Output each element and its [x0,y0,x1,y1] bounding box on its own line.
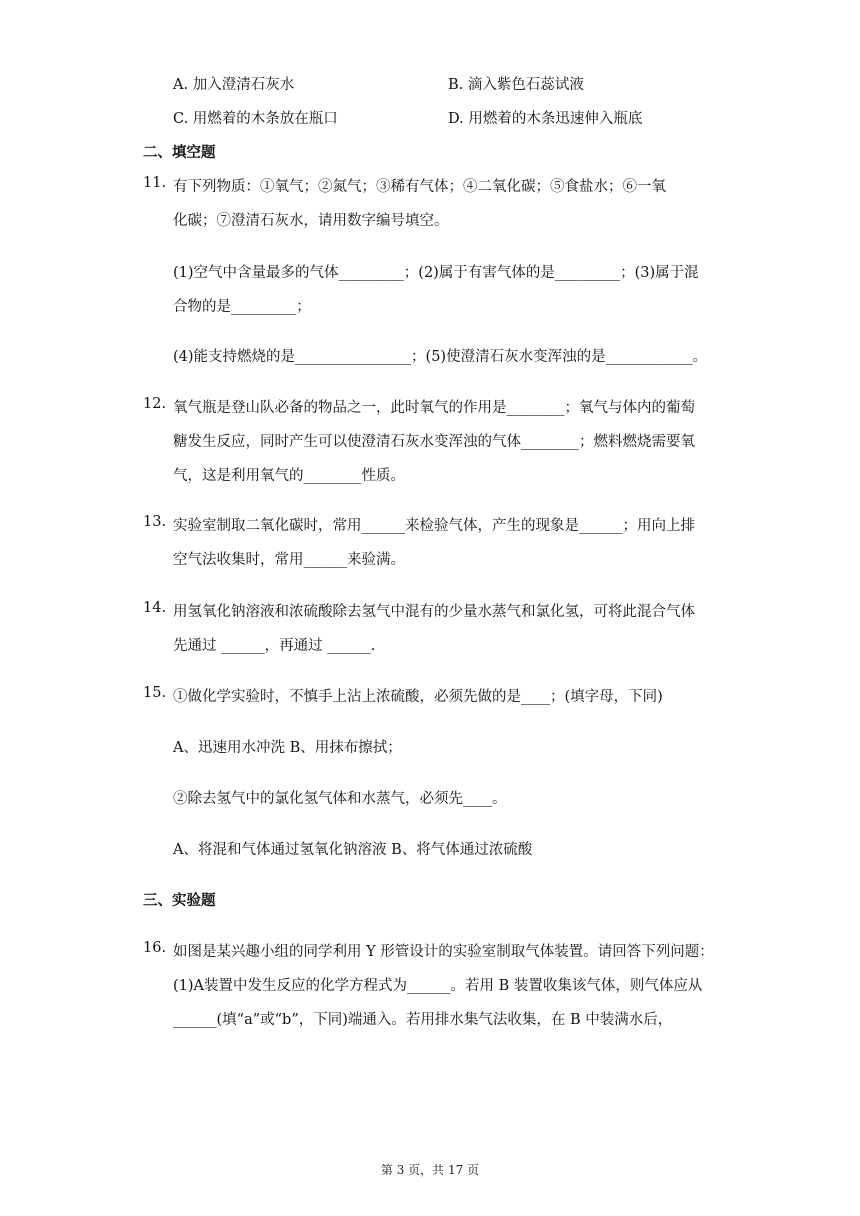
question-number-12: 12. [143,396,167,412]
q12-line-1: 氧气瓶是登山队必备的物品之一，此时氧气的作用是________；氧气与体内的葡萄 [173,400,695,416]
q15-line-3: ②除去氢气中的氯化氢气体和水蒸气，必须先____。 [173,791,507,807]
q16-line-1: 如图是某兴趣小组的同学利用 Y 形管设计的实验室制取气体装置。请回答下列问题： [173,944,714,960]
section-heading-experiment: 三、实验题 [143,892,216,909]
q12-line-3: 气，这是利用氧气的________性质。 [173,468,405,484]
q11-line-1: 有下列物质：①氧气；②氮气；③稀有气体；④二氧化碳；⑤食盐水；⑥一氧 [173,179,666,195]
q15-line-4: A、将混和气体通过氢氧化钠溶液 B、将气体通过浓硫酸 [173,842,533,858]
q12-line-2: 糖发生反应，同时产生可以使澄清石灰水变浑浊的气体________；燃料燃烧需要氧 [173,434,695,450]
q16-line-3: ______(填“a”或“b”，下同)端通入。若用排水集气法收集，在 B 中装满水后， [173,1012,673,1028]
q13-line-2: 空气法收集时，常用______来验满。 [173,552,405,568]
q11-line-4: 合物的是_________； [173,299,311,315]
q14-line-1: 用氢氧化钠溶液和浓硫酸除去氢气中混有的少量水蒸气和氯化氢，可将此混合气体 [173,604,695,620]
q10-option-b: B. 滴入紫色石蕊试液 [448,77,584,93]
page-footer: 第 3 页，共 17 页 [380,1163,480,1177]
q11-line-3: (1)空气中含量最多的气体_________；(2)属于有害气体的是_________；(3)属于混 [173,265,699,281]
question-number-16: 16. [143,940,167,956]
question-number-13: 13. [143,514,167,530]
q13-line-1: 实验室制取二氧化碳时，常用______来检验气体，产生的现象是______；用向上排 [173,518,695,534]
q11-line-5: (4)能支持燃烧的是________________；(5)使澄清石灰水变浑浊的是____________。 [173,349,708,365]
q11-line-2: 化碳；⑦澄清石灰水，请用数字编号填空。 [173,213,449,229]
q10-option-c: C. 用燃着的木条放在瓶口 [173,111,338,127]
q10-option-a: A. 加入澄清石灰水 [173,77,295,93]
question-number-14: 14. [143,600,167,616]
q10-option-d: D. 用燃着的木条迅速伸入瓶底 [448,111,643,127]
q14-line-2: 先通过 ______，再通过 ______. [173,638,376,654]
question-number-15: 15. [143,685,167,701]
q16-line-2: (1)A装置中发生反应的化学方程式为______。若用 B 装置收集该气体，则气体应从 [173,978,703,994]
section-heading-fill-in: 二、填空题 [143,144,216,161]
q15-line-2: A、迅速用水冲洗 B、用抹布擦拭； [173,740,402,756]
q15-line-1: ①做化学实验时，不慎手上沾上浓硫酸，必须先做的是____；(填字母，下同) [173,689,663,705]
question-number-11: 11. [143,175,167,191]
